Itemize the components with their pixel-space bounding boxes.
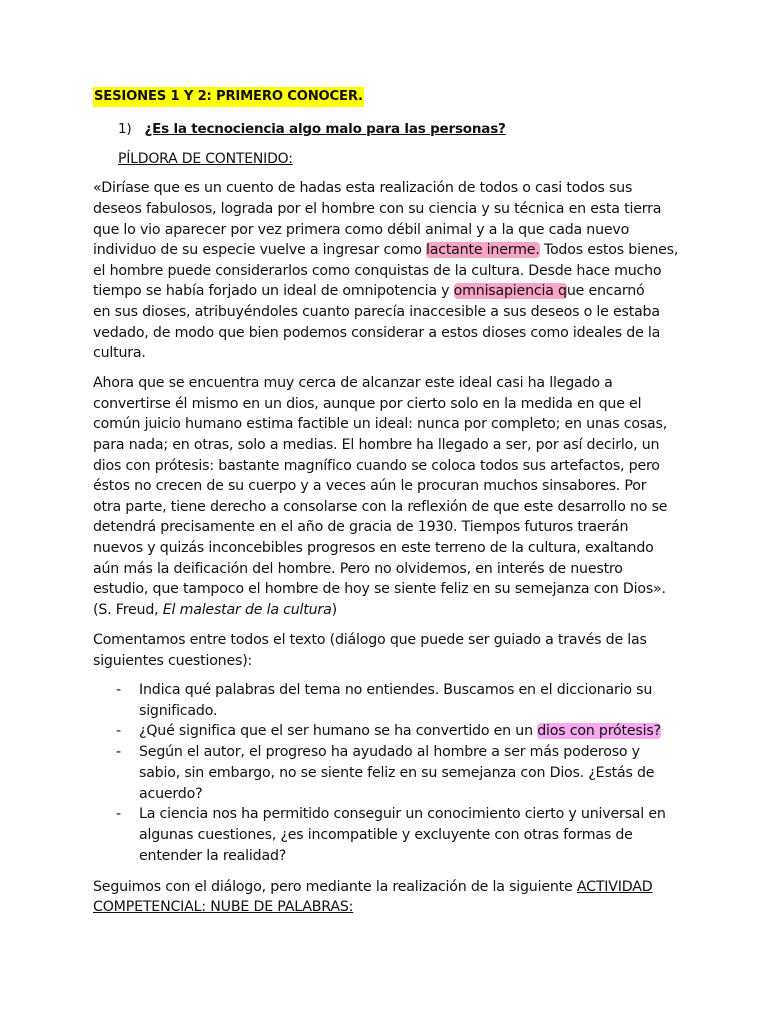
quote2-line: Ahora que se encuentra muy cerca de alcanzar este ideal casi ha llegado a <box>93 375 613 391</box>
closing-line <box>93 897 353 918</box>
highlight-lactante-inerme: lactante inerme. <box>425 242 540 258</box>
list-item-text: acuerdo? <box>139 785 203 802</box>
list-item <box>110 721 666 742</box>
list-item-text: sabio, sin embargo, no se siente feliz en su semejanza con Dios. ¿Estás de <box>139 764 655 781</box>
quote1-text: tiempo se había forjado un ideal de omnipotencia y <box>93 283 454 299</box>
highlight-omnisapiencia: omnisapiencia q <box>453 283 567 299</box>
citation-close: ) <box>331 602 337 618</box>
list-item-text: La ciencia nos ha permitido conseguir un conocimiento cierto y universal en <box>139 806 666 823</box>
quote1-line <box>93 281 645 302</box>
quote2-line: aún más la deificación del hombre. Pero no olvidemos, en interés de nuestro <box>93 561 623 577</box>
closing-text: Seguimos con el diálogo, pero mediante la realización de la siguiente <box>93 879 577 895</box>
list-item-text: significado. <box>139 702 218 719</box>
list-item <box>110 804 666 866</box>
comment-line: Comentamos entre todos el texto (diálogo que puede ser guiado a través de las <box>93 632 647 648</box>
questions-list <box>110 680 666 866</box>
quote1-line <box>93 240 678 261</box>
quote2-line: otra parte, tiene derecho a consolarse con la reflexión de que este desarrollo no se <box>93 499 668 515</box>
quote1-text: individuo de su especie vuelve a ingresar como <box>93 242 426 258</box>
activity-link-text: COMPETENCIAL: NUBE DE PALABRAS: <box>93 899 354 915</box>
quote1-line: cultura. <box>93 345 146 361</box>
quote1-line: el hombre puede considerarlos como conquistas de la cultura. Desde hace mucho <box>93 263 662 279</box>
session-heading: SESIONES 1 Y 2: PRIMERO CONOCER. <box>93 87 364 107</box>
activity-link-text: ACTIVIDAD <box>576 879 653 895</box>
quote2-line: nuevos y quizás inconcebibles progresos en este terreno de la cultura, exaltando <box>93 540 654 556</box>
quote2-line: convertirse él mismo en un dios, aunque por cierto solo en la medida en que el <box>93 396 642 412</box>
quote1-text: Todos estos bienes, <box>539 242 679 258</box>
quote1-line: que lo vio aparecer por vez primera como débil animal y a la que cada nuevo <box>93 222 630 238</box>
quote1-line: «Diríase que es un cuento de hadas esta realización de todos o casi todos sus <box>93 180 633 196</box>
closing-line <box>93 877 652 898</box>
citation-author: (S. Freud, <box>93 602 163 618</box>
list-dash: - <box>116 723 121 740</box>
question-text: ¿Es la tecnociencia algo malo para las personas? <box>144 121 506 137</box>
citation-title: El malestar de la cultura <box>162 602 332 618</box>
list-item-text: ¿Qué significa que el ser humano se ha convertido en un <box>139 723 538 740</box>
quote2-line: estudio, que tampoco el hombre de hoy se siente feliz en su semejanza con Dios». <box>93 581 666 597</box>
quote1-text: ue encarnó <box>566 283 645 299</box>
citation <box>93 600 337 621</box>
question-number: 1) <box>118 121 132 137</box>
quote2-line: detendrá precisamente en el año de gracia de 1930. Tiempos futuros traerán <box>93 519 629 535</box>
list-item <box>110 680 666 721</box>
list-item <box>110 742 666 804</box>
quote2-line: dios con prótesis: bastante magnífico cuando se coloca todos sus artefactos, pero <box>93 458 660 474</box>
highlight-dios-con-protesis: dios con prótesis? <box>537 723 661 740</box>
quote1-line: deseos fabulosos, lograda por el hombre con su ciencia y su técnica en esta tierra <box>93 201 662 217</box>
quote2-line: éstos no crecen de su cuerpo y a veces aún le procuran muchos sinsabores. Por <box>93 478 647 494</box>
question-1 <box>118 119 506 140</box>
list-item-text: Indica qué palabras del tema no entiendes. Buscamos en el diccionario su <box>139 682 653 698</box>
quote1-line: en sus dioses, atribuyéndoles cuanto parecía inaccesible a sus deseos o le estaba <box>93 304 660 320</box>
list-item-text: Según el autor, el progreso ha ayudado al hombre a ser más poderoso y <box>139 744 640 761</box>
list-item-text: algunas cuestiones, ¿es incompatible y excluyente con otras formas de <box>139 826 633 843</box>
list-dash: - <box>116 806 121 823</box>
quote2-line: para nada; en otras, solo a medias. El hombre ha llegado a ser, por así decirlo, un <box>93 437 660 453</box>
quote1-line: vedado, de modo que bien podemos considerar a estos dioses como ideales de la <box>93 325 661 341</box>
list-dash: - <box>116 682 121 698</box>
list-dash: - <box>116 744 121 761</box>
comment-line: siguientes cuestiones): <box>93 653 253 669</box>
pildora-label: PÍLDORA DE CONTENIDO: <box>118 151 293 167</box>
quote2-line: común juicio humano estima factible un ideal: nunca por completo; en unas cosas, <box>93 416 668 432</box>
list-item-text: entender la realidad? <box>139 847 287 864</box>
